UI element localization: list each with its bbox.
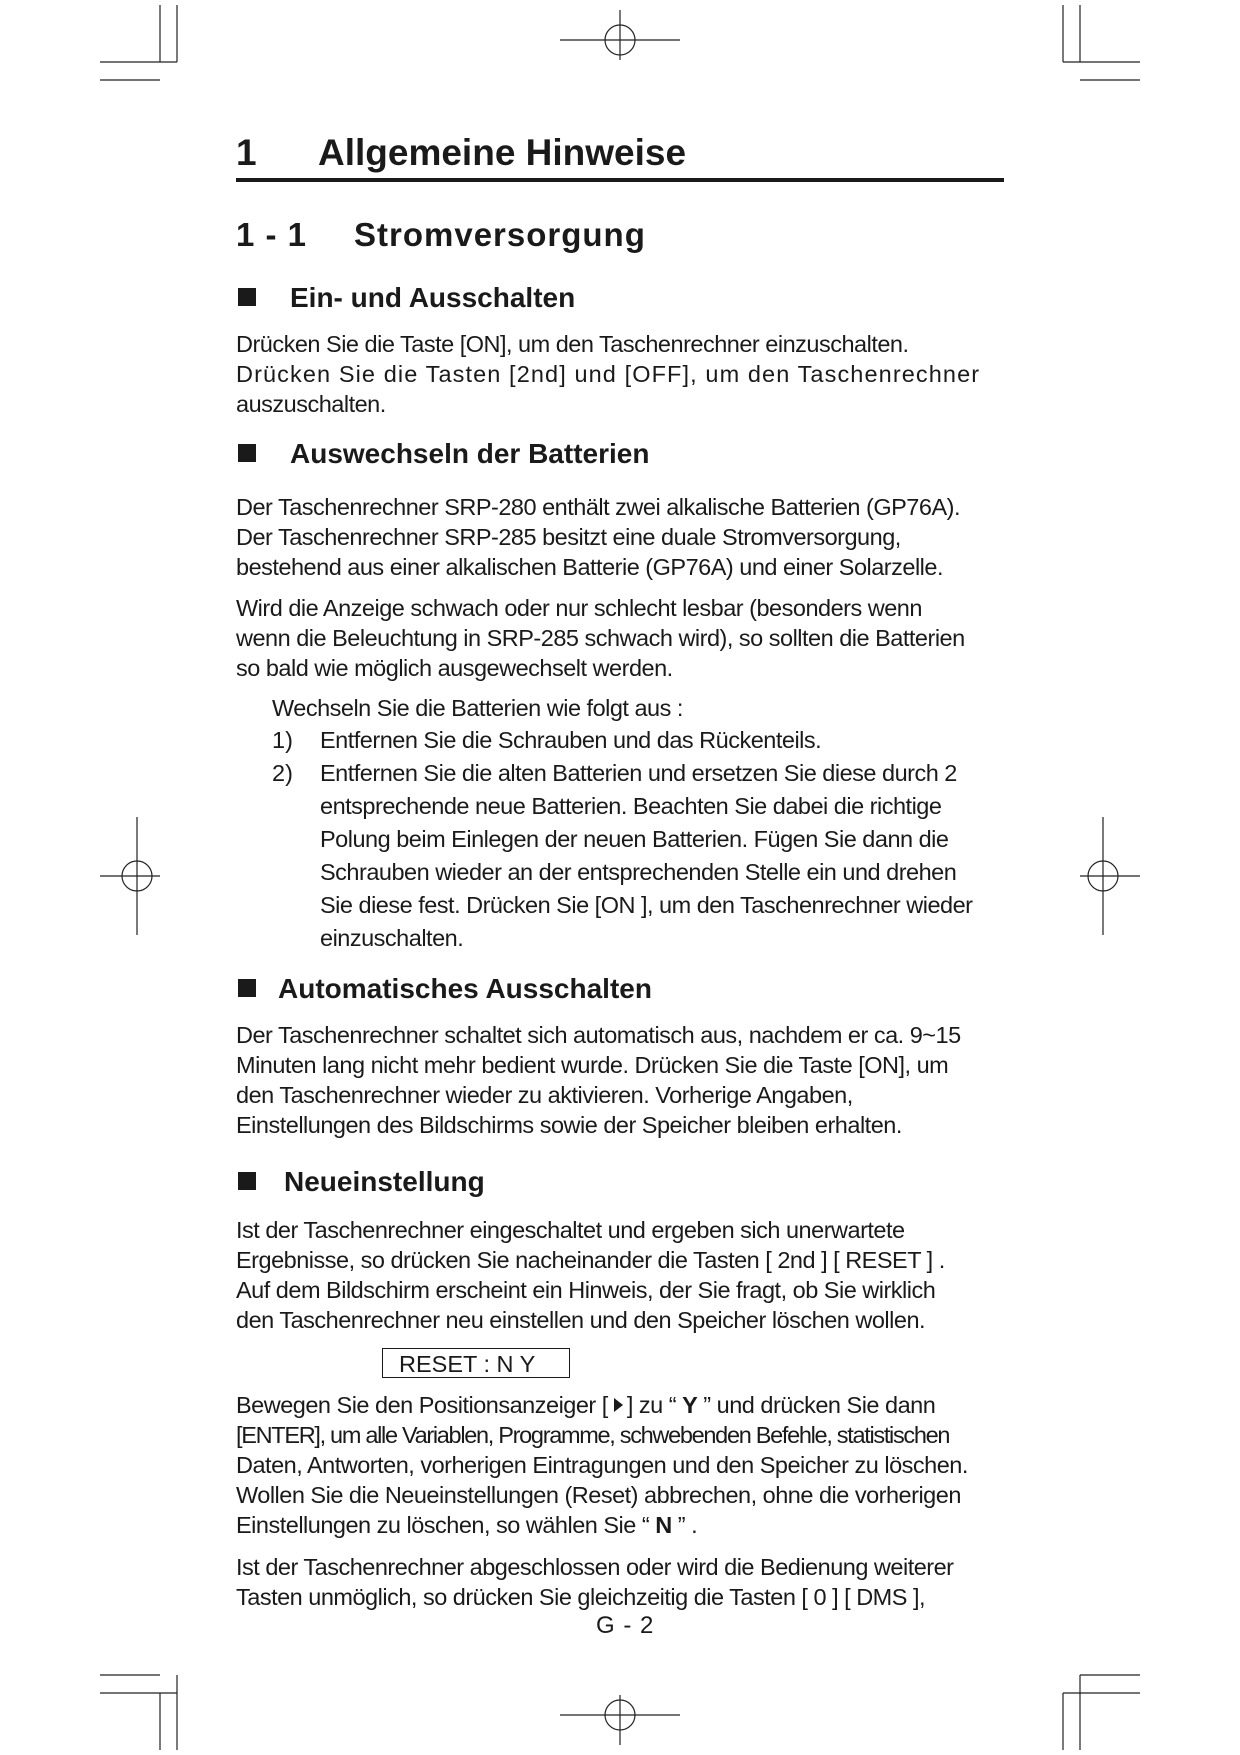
text-line <box>236 1390 1006 1420</box>
paragraph-autooff <box>236 1020 1006 1140</box>
reset-display-box: RESET : N Y <box>382 1348 570 1378</box>
text-line: Ist der Taschenrechner abgeschlossen oder wird die Bedienung weiterer <box>236 1554 954 1580</box>
step-text: Sie diese fest. Drücken Sie [ON ], um den Taschenrechner wieder <box>320 892 973 918</box>
step-text: einzuschalten. <box>320 925 464 951</box>
text-line: den Taschenrechner neu einstellen und den Speicher löschen wollen. <box>236 1307 926 1333</box>
text-line: Tasten unmöglich, so drücken Sie gleichzeitig die Tasten [ 0 ] [ DMS ], <box>236 1584 926 1610</box>
steps-intro: Wechseln Sie die Batterien wie folgt aus : <box>272 695 683 721</box>
text-line: Der Taschenrechner SRP-280 enthält zwei alkalische Batterien (GP76A). <box>236 494 960 520</box>
paragraph-reset-1 <box>236 1215 1006 1335</box>
text-line: Der Taschenrechner schaltet sich automatisch aus, nachdem er ca. 9~15 <box>236 1022 961 1048</box>
right-arrow-icon <box>614 1398 623 1412</box>
text-segment: Bewegen Sie den Positionsanzeiger [ <box>236 1392 608 1418</box>
step-text: Entfernen Sie die alten Batterien und ersetzen Sie diese durch 2 <box>320 760 957 786</box>
step-number: 2) <box>272 760 293 786</box>
section-number: 1 - 1 <box>236 216 308 253</box>
text-segment: ” . <box>677 1512 698 1538</box>
paragraph-battery-2 <box>236 593 1006 683</box>
section-title: Stromversorgung <box>354 216 646 253</box>
paragraph-reset-3 <box>236 1552 1006 1612</box>
subsection-title: Neueinstellung <box>284 1166 485 1197</box>
text-line: Der Taschenrechner SRP-285 besitzt eine duale Stromversorgung, <box>236 524 901 550</box>
text-line: Wird die Anzeige schwach oder nur schlecht lesbar (besonders wenn <box>236 595 922 621</box>
text-segment: ] zu “ <box>626 1392 677 1418</box>
text-line: Einstellungen des Bildschirms sowie der Speicher bleiben erhalten. <box>236 1112 902 1138</box>
text-line: Wollen Sie die Neueinstellungen (Reset) abbrechen, ohne die vorherigen <box>236 1482 961 1508</box>
step-text: Entfernen Sie die Schrauben und das Rückenteils. <box>320 727 822 753</box>
step-text: Schrauben wieder an der entsprechenden Stelle ein und drehen <box>320 859 957 885</box>
chapter-heading <box>236 128 1004 182</box>
square-bullet-icon <box>238 979 256 997</box>
text-line: bestehend aus einer alkalischen Batterie (GP76A) und einer Solarzelle. <box>236 554 943 580</box>
text-line: [ENTER], um alle Variablen, Programme, schwebenden Befehle, statistischen <box>236 1422 950 1448</box>
text-segment: Einstellungen zu löschen, so wählen Sie “ <box>236 1512 650 1538</box>
text-line: Ergebnisse, so drücken Sie nacheinander die Tasten [ 2nd ] [ RESET ] . <box>236 1247 945 1273</box>
step-text: entsprechende neue Batterien. Beachten Sie dabei die richtige <box>320 793 942 819</box>
text-line <box>236 1510 1006 1540</box>
text-line: Drücken Sie die Taste [ON], um den Taschenrechner einzuschalten. <box>236 331 909 357</box>
text-line: Drücken Sie die Tasten [2nd] und [OFF], um den Taschenrechner <box>236 361 981 387</box>
text-line: Daten, Antworten, vorherigen Eintragungen und den Speicher zu löschen. <box>236 1452 968 1478</box>
text-line: Ist der Taschenrechner eingeschaltet und ergeben sich unerwartete <box>236 1217 905 1243</box>
page-number: G - 2 <box>596 1612 655 1639</box>
square-bullet-icon <box>238 444 256 462</box>
text-line: auszuschalten. <box>236 391 386 417</box>
text-line: wenn die Beleuchtung in SRP-285 schwach wird), so sollten die Batterien <box>236 625 965 651</box>
chapter-number: 1 <box>236 132 257 173</box>
paragraph-reset-2 <box>236 1390 1006 1540</box>
step-text: Polung beim Einlegen der neuen Batterien. Fügen Sie dann die <box>320 826 949 852</box>
chapter-title: Allgemeine Hinweise <box>318 132 687 173</box>
text-segment: ” und drücken Sie dann <box>703 1392 936 1418</box>
key-y: Y <box>682 1392 698 1418</box>
step-number: 1) <box>272 727 293 753</box>
subsection-title: Automatisches Ausschalten <box>278 973 652 1004</box>
paragraph-power <box>236 329 1006 419</box>
subsection-title: Auswechseln der Batterien <box>290 438 650 469</box>
key-n: N <box>655 1512 672 1538</box>
subsection-title: Ein- und Ausschalten <box>290 282 576 313</box>
text-line: Minuten lang nicht mehr bedient wurde. Drücken Sie die Taste [ON], um <box>236 1052 949 1078</box>
square-bullet-icon <box>238 288 256 306</box>
paragraph-battery-1 <box>236 492 1006 582</box>
text-line: Auf dem Bildschirm erscheint ein Hinweis, der Sie fragt, ob Sie wirklich <box>236 1277 936 1303</box>
text-line: den Taschenrechner wieder zu aktivieren. Vorherige Angaben, <box>236 1082 853 1108</box>
square-bullet-icon <box>238 1172 256 1190</box>
text-line: so bald wie möglich ausgewechselt werden. <box>236 655 673 681</box>
